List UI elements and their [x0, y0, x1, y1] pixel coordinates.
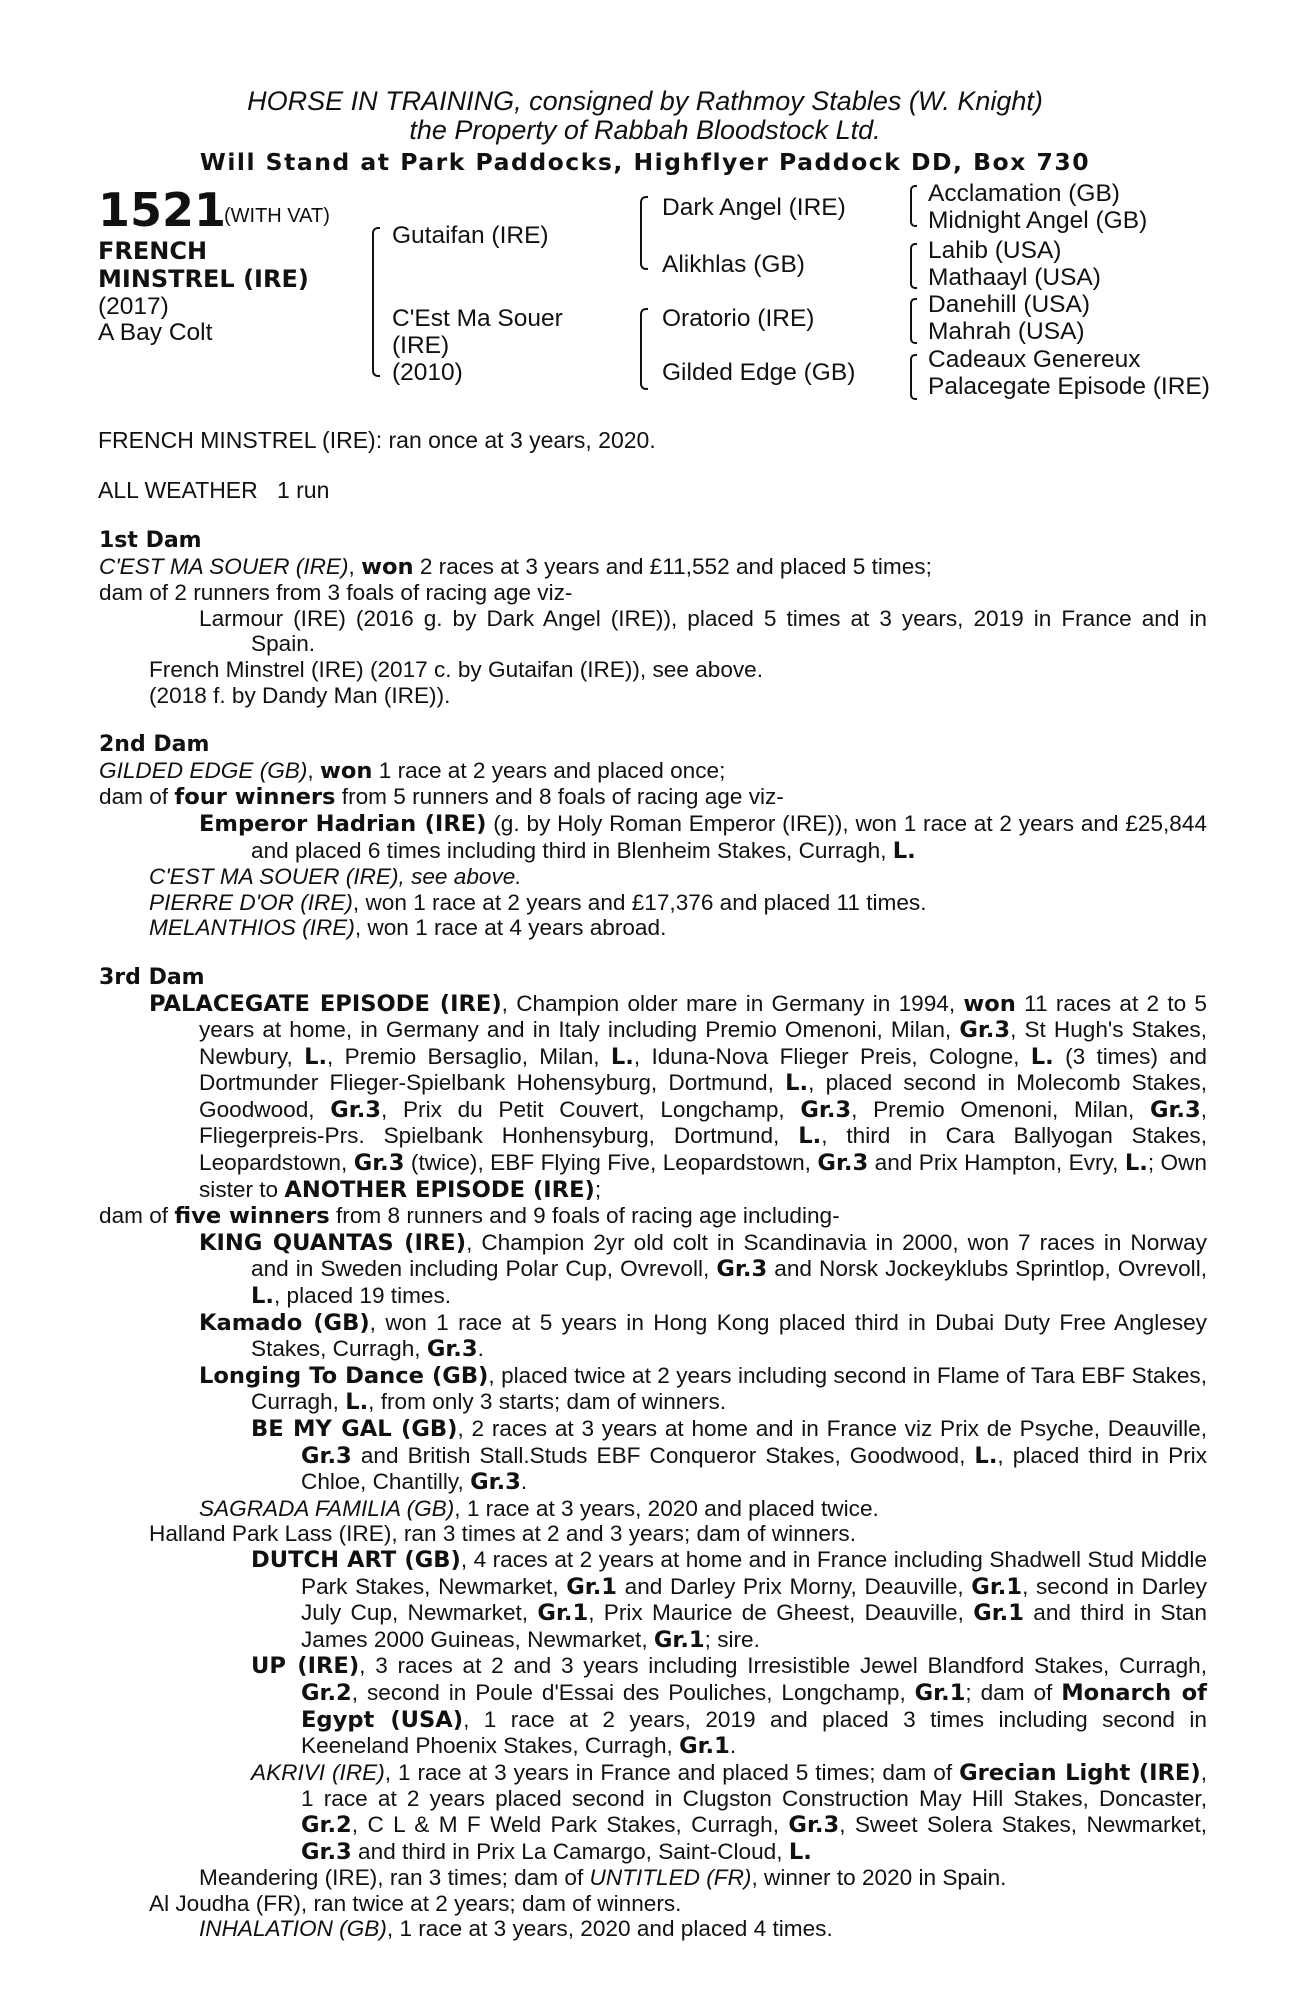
- grade: L.: [610, 1043, 634, 1070]
- text: .: [729, 1733, 737, 1759]
- first-dam-heading: 1st Dam: [99, 528, 202, 553]
- grade: Gr.3: [800, 1096, 852, 1123]
- horse-name: SAGRADA FAMILIA (GB): [199, 1495, 455, 1521]
- grade: Gr.3: [817, 1150, 869, 1177]
- grade: L.: [974, 1442, 998, 1469]
- grade: Gr.1: [914, 1679, 966, 1706]
- location-line: Will Stand at Park Paddocks, Highflyer Paddock DD, Box 730: [199, 148, 1091, 176]
- produce-kamado: [99, 1310, 1207, 1363]
- text: (3 times) and Dortmunder Flieger-Spielbank Hohensyburg, Dortmund,: [199, 1043, 1207, 1096]
- dam-dam: Gilded Edge (GB): [662, 359, 856, 386]
- third-dam-record: [99, 991, 1207, 1204]
- text: , second in Darley July Cup, Newmarket,: [301, 1573, 1207, 1626]
- horse-name: Emperor Hadrian (IRE): [199, 810, 487, 837]
- second-dam-record: 1 race at 2 years and placed once;: [372, 757, 726, 783]
- grade: Gr.1: [566, 1573, 618, 1600]
- third-dam-heading: 3rd Dam: [99, 964, 205, 990]
- sire-sire-sire: Acclamation (GB): [928, 180, 1120, 207]
- dam-dam-sire: Cadeaux Genereux: [928, 346, 1141, 373]
- first-dam-produce-3: (2018 f. by Dandy Man (IRE)).: [149, 682, 451, 708]
- horse-name: INHALATION (GB): [199, 1916, 387, 1942]
- text: , Prix Maurice de Gheest, Deauville,: [588, 1600, 974, 1626]
- text: , won 1 race at 2 years and £17,376 and placed 11 times.: [352, 889, 927, 915]
- first-dam-produce-1: Larmour (IRE) (2016 g. by Dark Angel (IRE)), placed 5 times at 3 years, 2019 in France and in Spain.: [199, 605, 1207, 657]
- horse-name: UP (IRE): [251, 1653, 360, 1680]
- second-dam-produce-intro: [99, 784, 1207, 811]
- horse-name: Grecian Light (IRE): [959, 1759, 1201, 1786]
- text: , Fliegerpreis-Prs. Spielbank Honhensyburg, Dortmund,: [199, 1096, 1207, 1149]
- grade: Gr.1: [679, 1733, 730, 1760]
- grade: Gr.3: [1149, 1096, 1201, 1123]
- text: , 1 race at 2 years placed second in Clugston Construction May Hill Stakes, Doncaster,: [301, 1759, 1207, 1812]
- grade: Gr.3: [301, 1442, 352, 1469]
- text: , placed third in Prix Chloe, Chantilly,: [301, 1442, 1207, 1495]
- text: ;: [594, 1176, 602, 1202]
- produce-cest-ma-souer: [99, 864, 1207, 890]
- text: and third in Stan James 2000 Guineas, Newmarket,: [301, 1600, 1207, 1652]
- grade: Gr.1: [971, 1573, 1023, 1600]
- pedigree-brace-dd: [910, 354, 917, 400]
- all-weather-value: 1 run: [276, 477, 330, 503]
- horse-description: A Bay Colt: [98, 319, 213, 346]
- text: , C L & M F Weld Park Stakes, Curragh,: [351, 1811, 789, 1837]
- text: , Premio Omenoni, Milan,: [851, 1096, 1150, 1122]
- grade: L.: [785, 1070, 809, 1097]
- grade: Gr.3: [959, 1017, 1011, 1044]
- text: , Prix du Petit Couvert, Longchamp,: [381, 1096, 801, 1122]
- produce-emperor-hadrian: [99, 811, 1207, 864]
- text: , 1 race at 3 years, 2020 and placed twice.: [454, 1495, 879, 1521]
- pedigree-brace-dam: [640, 308, 648, 390]
- racing-summary: FRENCH MINSTREL (IRE): ran once at 3 years, 2020.: [98, 427, 656, 453]
- text: , Premio Bersaglio, Milan,: [327, 1043, 611, 1069]
- dam-name-line1: C'Est Ma Souer: [392, 305, 563, 332]
- text: , see above.: [398, 864, 522, 890]
- dam-dam-dam: Palacegate Episode (IRE): [928, 373, 1210, 400]
- text: ; Own sister to: [199, 1150, 1208, 1202]
- won-label: won: [963, 990, 1016, 1017]
- text: , won 1 race at 4 years abroad.: [354, 915, 667, 941]
- text: dam of: [99, 1203, 175, 1229]
- third-dam-name: PALACEGATE EPISODE (IRE): [149, 990, 502, 1017]
- first-dam-produce-2: French Minstrel (IRE) (2017 c. by Gutaifan (IRE)), see above.: [149, 656, 764, 682]
- second-dam-heading: 2nd Dam: [99, 732, 210, 758]
- horse-name: Monarch of Egypt (USA): [301, 1679, 1208, 1733]
- all-weather-record: [98, 477, 329, 504]
- horse-name: AKRIVI (IRE): [251, 1759, 385, 1785]
- text: , from only 3 starts; dam of winners.: [368, 1389, 727, 1415]
- grade: Gr.3: [301, 1838, 352, 1865]
- horse-name-line1: FRENCH: [98, 237, 208, 265]
- produce-sagrada-familia: [99, 1496, 1207, 1522]
- horse-name: PIERRE D'OR (IRE): [149, 889, 353, 915]
- text: (twice), EBF Flying Five, Leopardstown,: [404, 1150, 818, 1176]
- grade: Gr.3: [330, 1096, 382, 1123]
- dam-section: [99, 528, 1207, 1942]
- dam-sire: Oratorio (IRE): [662, 305, 815, 332]
- produce-inhalation: [99, 1916, 1207, 1942]
- text: from 5 runners and 8 foals of racing age viz-: [335, 784, 784, 810]
- horse-name-line2: MINSTREL (IRE): [98, 265, 309, 293]
- grade: Gr.3: [788, 1811, 840, 1838]
- text: , 3 races at 2 and 3 years including Irresistible Jewel Blandford Stakes, Curragh,: [359, 1653, 1207, 1679]
- sire-dam: Alikhlas (GB): [662, 251, 805, 278]
- text: Meandering (IRE), ran 3 times; dam of: [199, 1865, 590, 1891]
- horse-name: MELANTHIOS (IRE): [149, 915, 355, 941]
- horse-name: C'EST MA SOUER (IRE): [149, 864, 399, 890]
- first-dam-record: 2 races at 3 years and £11,552 and placed 5 times;: [413, 553, 932, 579]
- pedigree-brace-sire: [640, 196, 648, 270]
- text: , placed twice at 2 years including second in Flame of Tara EBF Stakes, Curragh,: [251, 1362, 1207, 1415]
- won-label: won: [319, 757, 373, 784]
- pedigree-brace-main: [372, 227, 380, 377]
- second-dam-name: GILDED EDGE (GB): [99, 757, 308, 783]
- text: , 4 races at 2 years at home and in France including Shadwell Stud Middle Park Stakes, Newmarket,: [301, 1546, 1208, 1599]
- first-dam-name: C'EST MA SOUER (IRE): [99, 553, 349, 579]
- property-line: the Property of Rabbah Bloodstock Ltd.: [409, 115, 881, 145]
- text: , third in Cara Ballyogan Stakes, Leopardstown,: [199, 1123, 1207, 1176]
- dam-sire-dam: Mahrah (USA): [928, 318, 1085, 345]
- produce-halland-park-lass: Halland Park Lass (IRE), ran 3 times at 2 and 3 years; dam of winners.: [149, 1521, 856, 1547]
- first-dam-produce-intro: dam of 2 runners from 3 foals of racing age viz-: [99, 580, 573, 606]
- grade: Gr.1: [537, 1600, 589, 1627]
- grade: L.: [304, 1043, 328, 1070]
- dam-name-line2: (IRE): [392, 332, 450, 359]
- text: and third in Prix La Camargo, Saint-Cloud,: [351, 1838, 789, 1864]
- text: .: [477, 1336, 484, 1362]
- grade: Gr.1: [653, 1626, 705, 1653]
- sire-dam-sire: Lahib (USA): [928, 237, 1062, 264]
- text: , Sweet Solera Stakes, Newmarket,: [839, 1811, 1207, 1837]
- text: ; sire.: [704, 1626, 760, 1652]
- text: , placed 19 times.: [273, 1283, 452, 1309]
- text: , won 1 race at 5 years in Hong Kong placed third in Dubai Duty Free Anglesey Stakes, Curragh,: [251, 1309, 1207, 1362]
- sister-name: ANOTHER EPISODE (IRE): [284, 1176, 595, 1203]
- horse-name: Kamado (GB): [199, 1309, 370, 1336]
- grade: Gr.3: [353, 1150, 405, 1177]
- text: , placed second in Molecomb Stakes, Goodwood,: [199, 1070, 1207, 1122]
- pedigree-brace-ss: [910, 185, 917, 227]
- grade: Gr.2: [301, 1811, 352, 1838]
- text: , Champion older mare in Germany in 1994,: [501, 990, 964, 1016]
- winners-count: four winners: [174, 784, 336, 811]
- text: , 1 race at 3 years, 2020 and placed 4 times.: [386, 1916, 833, 1942]
- consignor-line: HORSE IN TRAINING, consigned by Rathmoy Stables (W. Knight): [247, 86, 1043, 116]
- text: , 1 race at 2 years, 2019 and placed 3 times including second in Keeneland Phoenix Stakes, Curragh,: [301, 1706, 1207, 1759]
- horse-name: DUTCH ART (GB): [251, 1546, 461, 1573]
- dam-name-line3: (2010): [392, 359, 463, 386]
- text: from 8 runners and 9 foals of racing age including-: [329, 1203, 840, 1229]
- grade: L.: [345, 1389, 369, 1416]
- text: , Iduna-Nova Flieger Preis, Cologne,: [633, 1043, 1031, 1069]
- sire-sire: Dark Angel (IRE): [662, 194, 846, 221]
- first-dam-line: C'EST MA SOUER (IRE), won 2 races at 3 years and £11,552 and placed 5 times;: [99, 553, 932, 580]
- produce-melanthios: [99, 915, 1207, 941]
- horse-name: Longing To Dance (GB): [199, 1362, 489, 1389]
- text: , Champion 2yr old colt in Scandinavia in 2000, won 7 races in Norway and in Sweden including Polar Cup, Ovrevoll,: [251, 1229, 1207, 1282]
- produce-pierre-dor: [99, 890, 1207, 916]
- grade: Gr.1: [973, 1600, 1024, 1627]
- text: and Darley Prix Morny, Deauville,: [617, 1573, 972, 1599]
- horse-name: BE MY GAL (GB): [251, 1416, 458, 1442]
- produce-up: [99, 1653, 1207, 1759]
- won-label: won: [361, 553, 414, 580]
- produce-akrivi: [99, 1760, 1207, 1865]
- grade: L.: [1124, 1150, 1148, 1177]
- grade: L.: [892, 837, 916, 864]
- grade: L.: [1030, 1043, 1054, 1070]
- grade: L.: [788, 1838, 812, 1865]
- foaling-year: (2017): [98, 293, 169, 320]
- produce-longing-to-dance: [99, 1363, 1207, 1416]
- text: 11 races at 2 to 5 years at home, in Germany and in Italy including Premio Omenoni, Milan,: [199, 990, 1207, 1043]
- produce-be-my-gal: [99, 1416, 1207, 1496]
- text: , St Hugh's Stakes, Newbury,: [199, 1017, 1207, 1069]
- pedigree-brace-ds: [910, 298, 917, 344]
- text: and Norsk Jockeyklubs Sprintlop, Ovrevoll,: [767, 1256, 1207, 1282]
- grade: Gr.3: [426, 1336, 478, 1363]
- text: , winner to 2020 in Spain.: [751, 1865, 1007, 1891]
- horse-name: KING QUANTAS (IRE): [199, 1229, 467, 1256]
- dam-sire-sire: Danehill (USA): [928, 291, 1091, 318]
- grade: Gr.3: [470, 1469, 521, 1496]
- grade: Gr.2: [301, 1679, 352, 1706]
- winners-count: five winners: [174, 1203, 330, 1230]
- pedigree-brace-sd: [910, 243, 917, 289]
- all-weather-label: ALL WEATHER: [98, 477, 258, 503]
- sire-name: Gutaifan (IRE): [392, 222, 549, 249]
- text: , second in Poule d'Essai des Pouliches, Longchamp,: [351, 1679, 915, 1705]
- lot-number: 1521: [98, 183, 227, 237]
- text: dam of: [99, 784, 175, 810]
- produce-dutch-art: [99, 1547, 1207, 1653]
- text: and British Stall.Studs EBF Conqueror Stakes, Goodwood,: [351, 1442, 975, 1468]
- text: (g. by Holy Roman Emperor (IRE)), won 1 race at 2 years and £25,844 and placed 6 times including third in Blenheim Stakes, Curragh,: [251, 810, 1207, 863]
- text: , 2 races at 3 years at home and in France viz Prix de Psyche, Deauville,: [457, 1416, 1207, 1441]
- produce-king-quantas: [99, 1230, 1207, 1310]
- produce-meandering: [99, 1865, 1207, 1891]
- second-dam-line: GILDED EDGE (GB), won 1 race at 2 years and placed once;: [99, 757, 726, 784]
- horse-name: UNTITLED (FR): [589, 1865, 752, 1891]
- sire-dam-dam: Mathaayl (USA): [928, 264, 1101, 291]
- grade: Gr.3: [716, 1256, 768, 1283]
- produce-al-joudha: Al Joudha (FR), ran twice at 2 years; dam of winners.: [149, 1890, 682, 1916]
- text: ; dam of: [965, 1679, 1062, 1705]
- text: , 1 race at 3 years in France and placed 5 times; dam of: [384, 1759, 960, 1785]
- grade: L.: [798, 1123, 822, 1150]
- grade: L.: [251, 1283, 274, 1310]
- vat-note: (WITH VAT): [224, 205, 330, 227]
- text: .: [520, 1469, 528, 1495]
- text: and Prix Hampton, Evry,: [868, 1150, 1125, 1176]
- third-dam-produce-intro: [99, 1203, 1207, 1230]
- sire-sire-dam: Midnight Angel (GB): [928, 207, 1148, 234]
